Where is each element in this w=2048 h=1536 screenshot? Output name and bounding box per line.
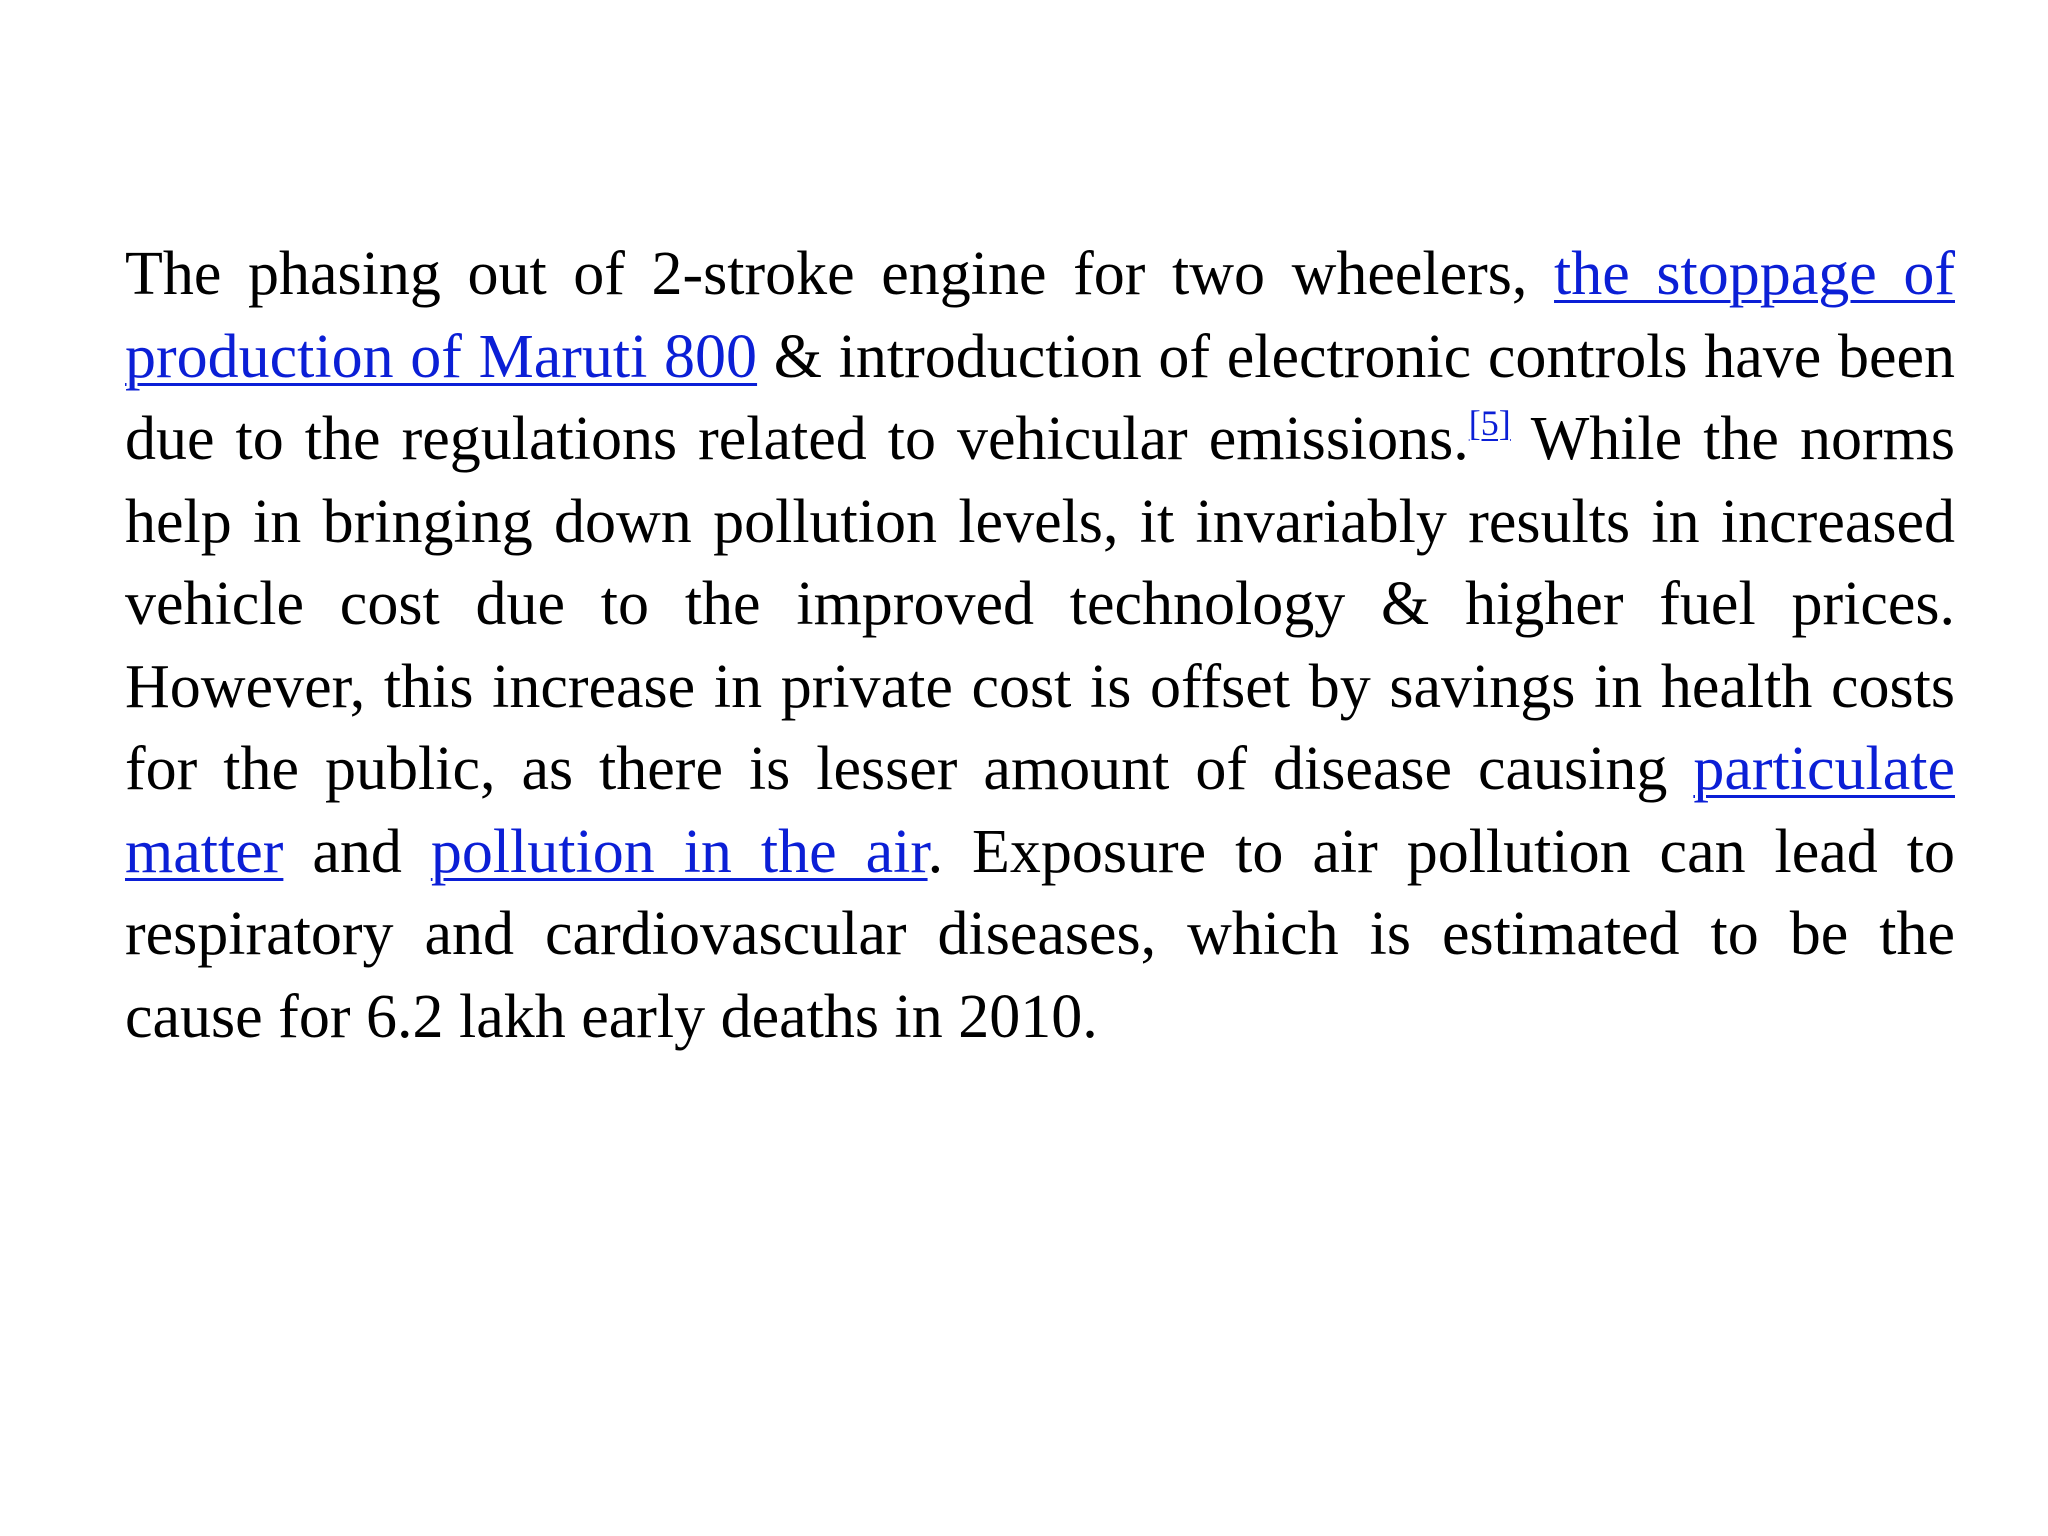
citation-ref xyxy=(1469,403,1511,443)
document-body xyxy=(125,233,1955,1058)
link-stoppage-of-production[interactable]: the stoppage of production of Maruti 800 xyxy=(125,240,1955,391)
paragraph-text: and xyxy=(283,817,431,886)
link-particulate-matter[interactable]: particulate matter xyxy=(125,735,1955,886)
paragraph-text: . Exposure to air pollution can lead to respiratory and cardiovascular diseases, which is estimated to be the cause for 6.2 lakh early deaths in 2010. xyxy=(125,817,1955,1051)
citation-link-5[interactable]: [5] xyxy=(1468,403,1511,443)
main-paragraph xyxy=(125,233,1955,1058)
link-pollution-in-the-air[interactable]: pollution in the air xyxy=(430,817,928,886)
paragraph-text: & introduction of electronic controls have been due to the regulations related to vehicular emissions. xyxy=(125,322,1955,473)
paragraph-text: While the norms help in bringing down pollution levels, it invariably results in increased vehicle cost due to the improved technology & higher fuel prices. However, this increase in private cost is offset by savings in health costs for the public, as there is lesser amount of disease causing xyxy=(125,405,1955,803)
paragraph-text: The phasing out of 2-stroke engine for two wheelers, xyxy=(125,240,1555,308)
